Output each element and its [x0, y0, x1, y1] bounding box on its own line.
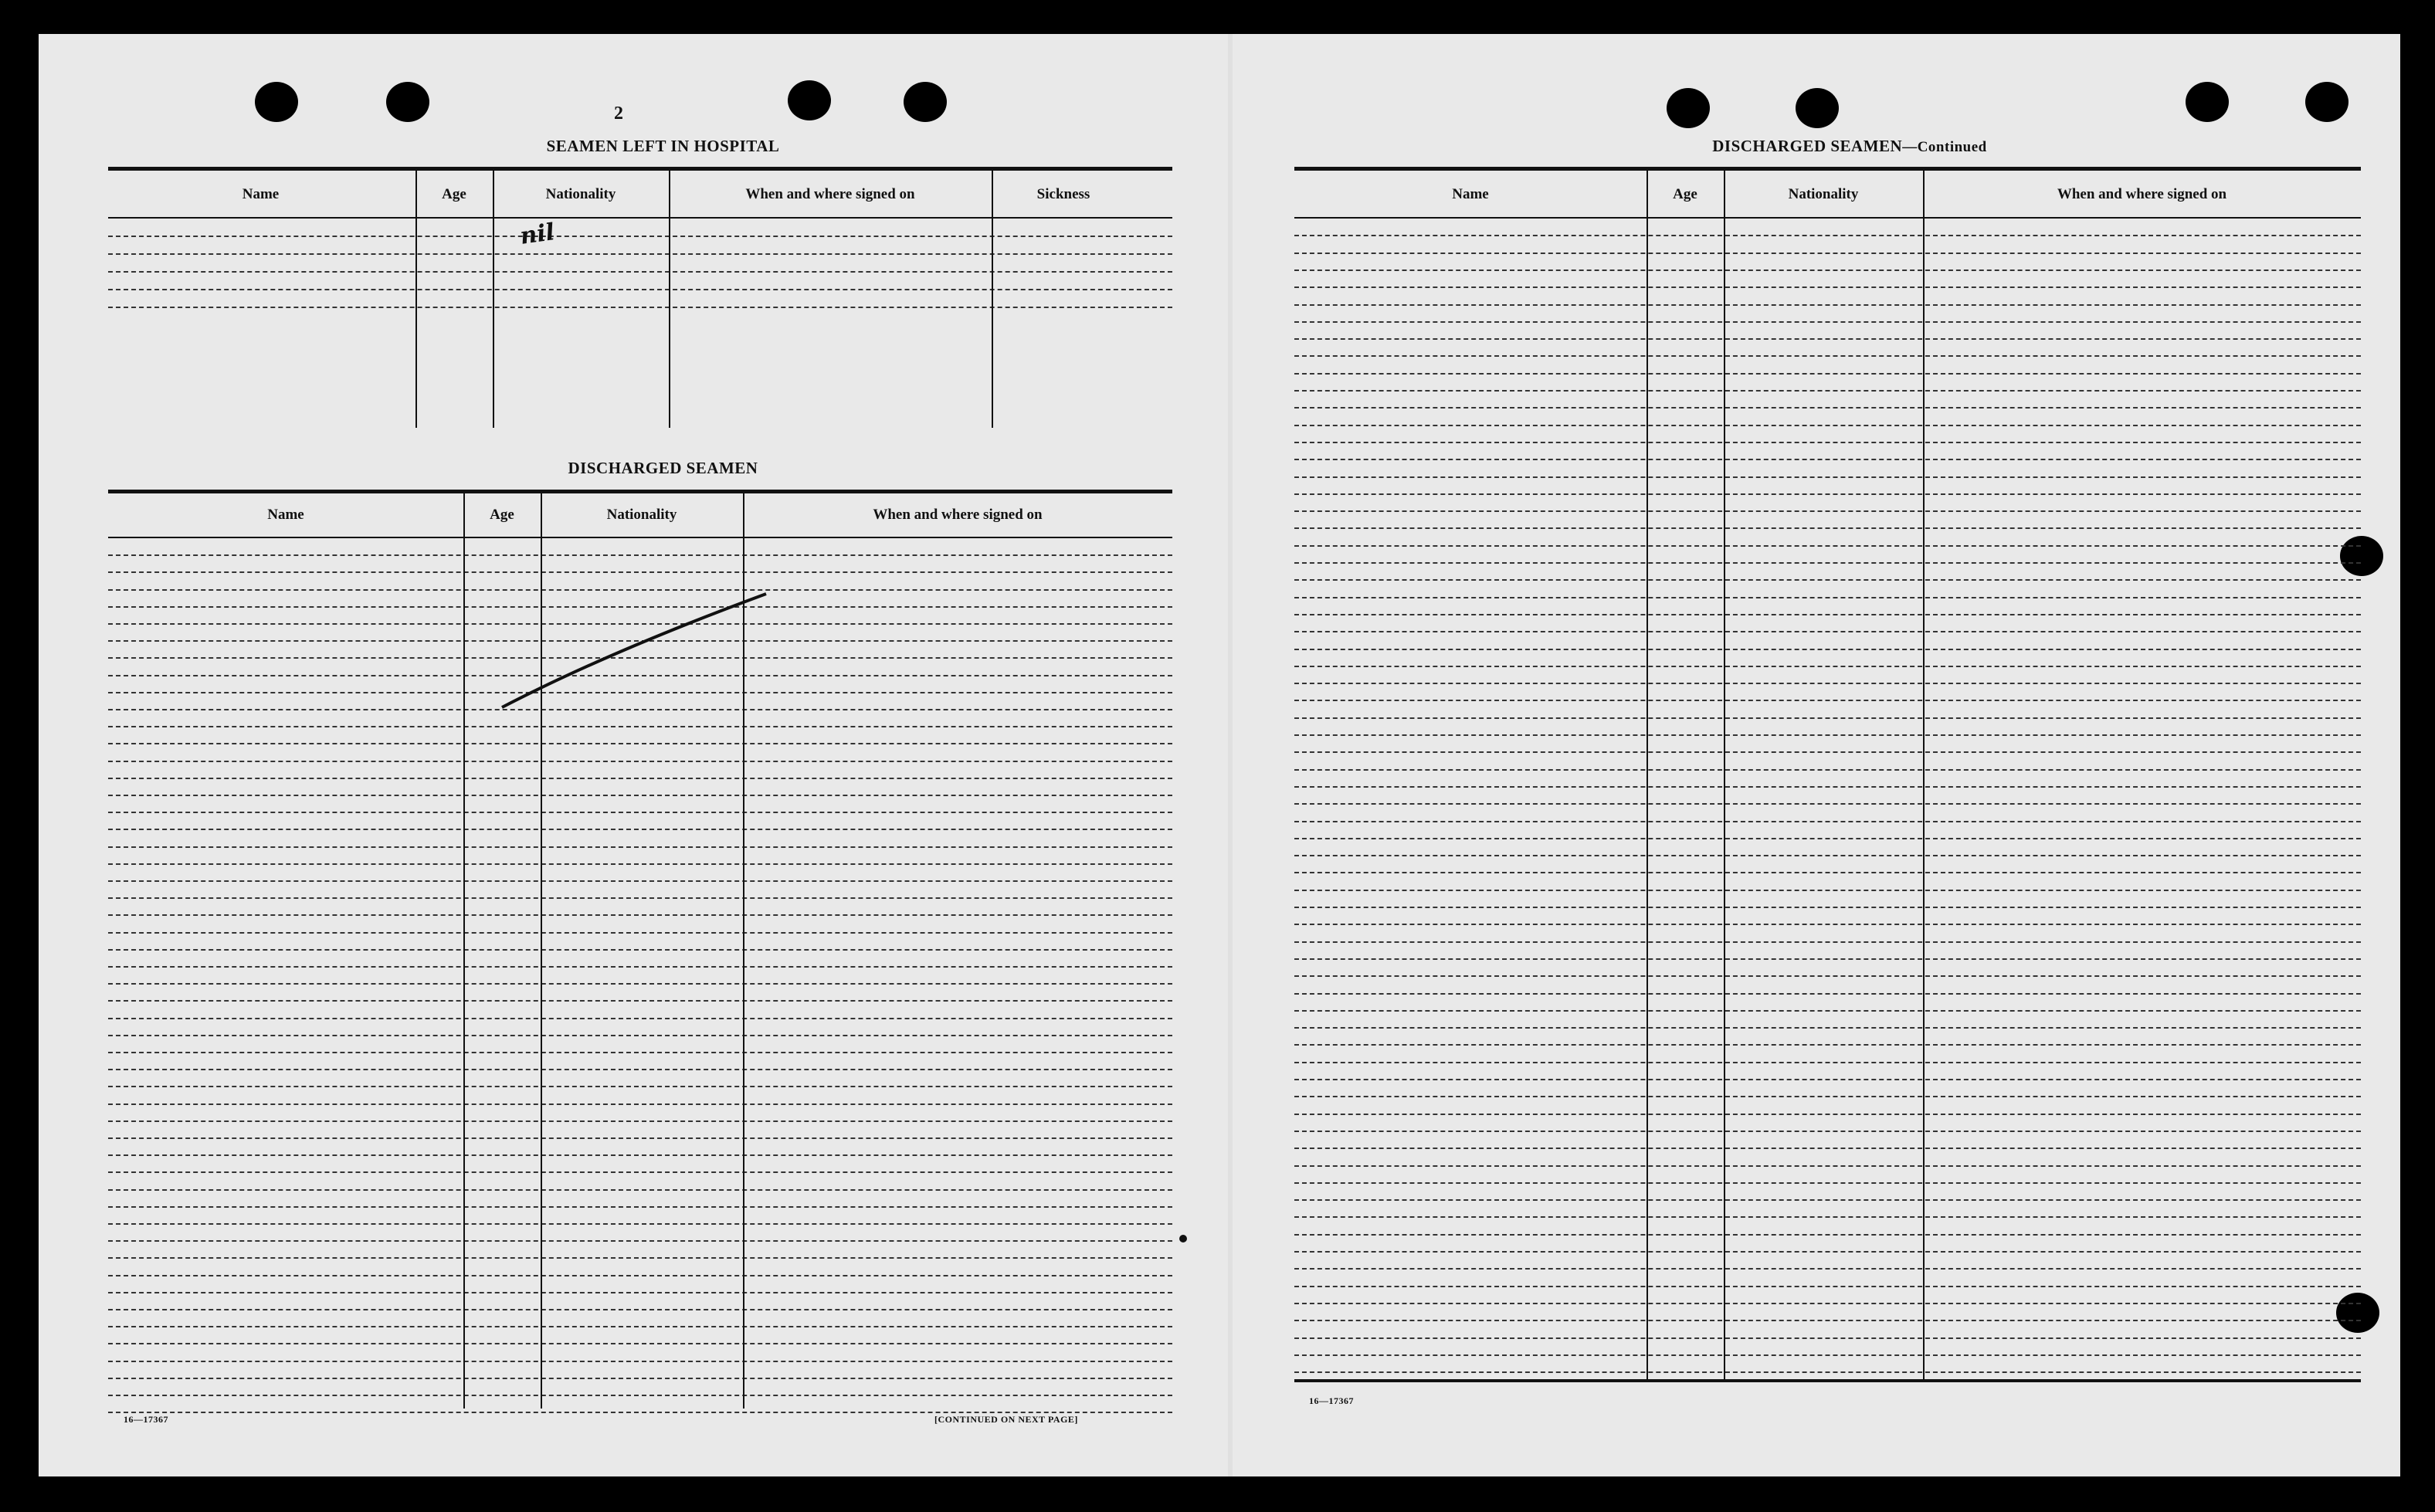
document-spread: [39, 34, 2400, 1476]
left-footer-form-number: 16—17367: [124, 1414, 168, 1425]
hospital-col-when-where: When and where signed on: [745, 186, 915, 202]
discharged-col-when-where: When and where signed on: [873, 507, 1043, 523]
hospital-col-sickness: Sickness: [1036, 186, 1090, 202]
continued-col-name: Name: [1452, 186, 1489, 202]
continued-section-title-suffix: —Continued: [1902, 139, 1987, 155]
hospital-nationality-handwriting: nil: [518, 219, 557, 250]
hospital-col-age: Age: [442, 186, 466, 202]
discharged-col-name: Name: [267, 507, 304, 523]
continued-col-nationality: Nationality: [1788, 186, 1859, 202]
continued-section-title-main: DISCHARGED SEAMEN: [1712, 137, 1903, 155]
right-footer-form-number: 16—17367: [1309, 1395, 1354, 1406]
handwriting-layer: [39, 34, 2400, 1476]
continued-col-age: Age: [1673, 186, 1697, 202]
continued-col-when-where: When and where signed on: [2057, 186, 2227, 202]
ink-dot: [1179, 1235, 1187, 1242]
discharged-col-nationality: Nationality: [606, 507, 677, 523]
hospital-col-name: Name: [242, 186, 280, 202]
page-number: 2: [614, 103, 623, 124]
strike-through-stroke: [502, 594, 766, 707]
hospital-section-title: SEAMEN LEFT IN HOSPITAL: [546, 137, 780, 155]
discharged-section-title: DISCHARGED SEAMEN: [568, 459, 758, 477]
continued-note: [CONTINUED ON NEXT PAGE]: [934, 1414, 1078, 1425]
discharged-col-age: Age: [490, 507, 514, 523]
hospital-col-nationality: Nationality: [545, 186, 616, 202]
